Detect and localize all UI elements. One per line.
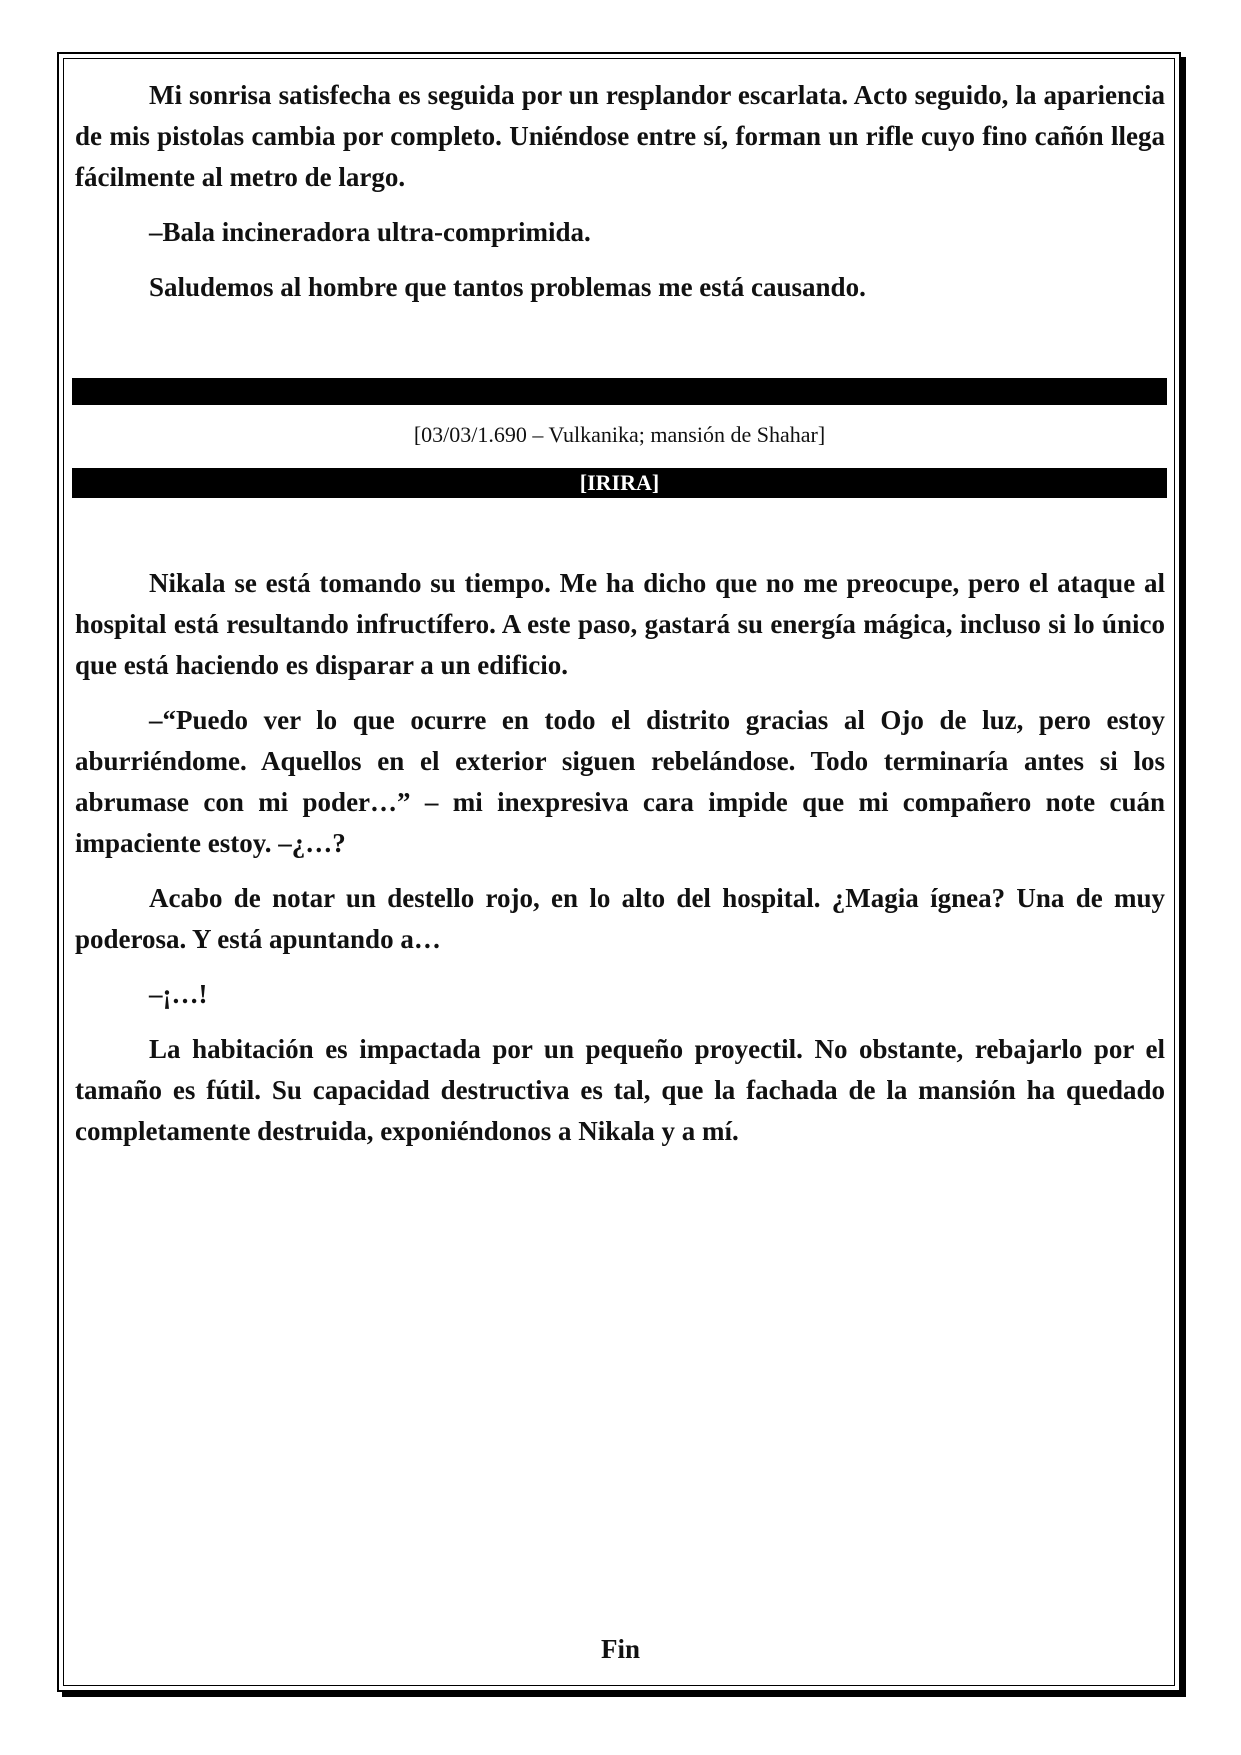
paragraph: Acabo de notar un destello rojo, en lo alto del hospital. ¿Magia ígnea? Una de muy poderosa. Y está apuntando a… bbox=[75, 883, 1165, 954]
paragraph: Nikala se está tomando su tiempo. Me ha dicho que no me preocupe, pero el ataque al hospital está resultando infructífero. A este paso, gastará su energía mágica, incluso si lo único que está haciendo es disparar a un edificio. bbox=[75, 568, 1165, 680]
end-marker: Fin bbox=[600, 1634, 640, 1664]
paragraph: –Bala incineradora ultra-comprimida. bbox=[149, 217, 591, 247]
section-divider bbox=[72, 378, 1167, 405]
pov-label: [IRIRA] bbox=[72, 468, 1167, 498]
paragraph: Saludemos al hombre que tantos problemas me está causando. bbox=[149, 272, 866, 302]
paragraph: –¡…! bbox=[149, 979, 208, 1009]
section-1-text bbox=[75, 75, 1165, 308]
scene-header: [03/03/1.690 – Vulkanika; mansión de Shahar] bbox=[413, 422, 826, 447]
paragraph: Mi sonrisa satisfecha es seguida por un resplandor escarlata. Acto seguido, la apariencia de mis pistolas cambia por completo. Uniéndose entre sí, forman un rifle cuyo fino cañón llega fácilmente al metro de largo. bbox=[75, 80, 1165, 192]
paragraph: La habitación es impactada por un pequeño proyectil. No obstante, rebajarlo por el tamaño es fútil. Su capacidad destructiva es tal, que la fachada de la mansión ha quedado completamente destruida, exponiéndonos a Nikala y a mí. bbox=[75, 1034, 1165, 1146]
section-2-text bbox=[75, 563, 1165, 1152]
paragraph: –“Puedo ver lo que ocurre en todo el distrito gracias al Ojo de luz, pero estoy aburriéndome. Aquellos en el exterior siguen rebelándose. Todo terminaría antes si los abrumase con mi poder…” – mi inexpresiva cara impide que mi compañero note cuán impaciente estoy. –¿…? bbox=[75, 705, 1165, 858]
